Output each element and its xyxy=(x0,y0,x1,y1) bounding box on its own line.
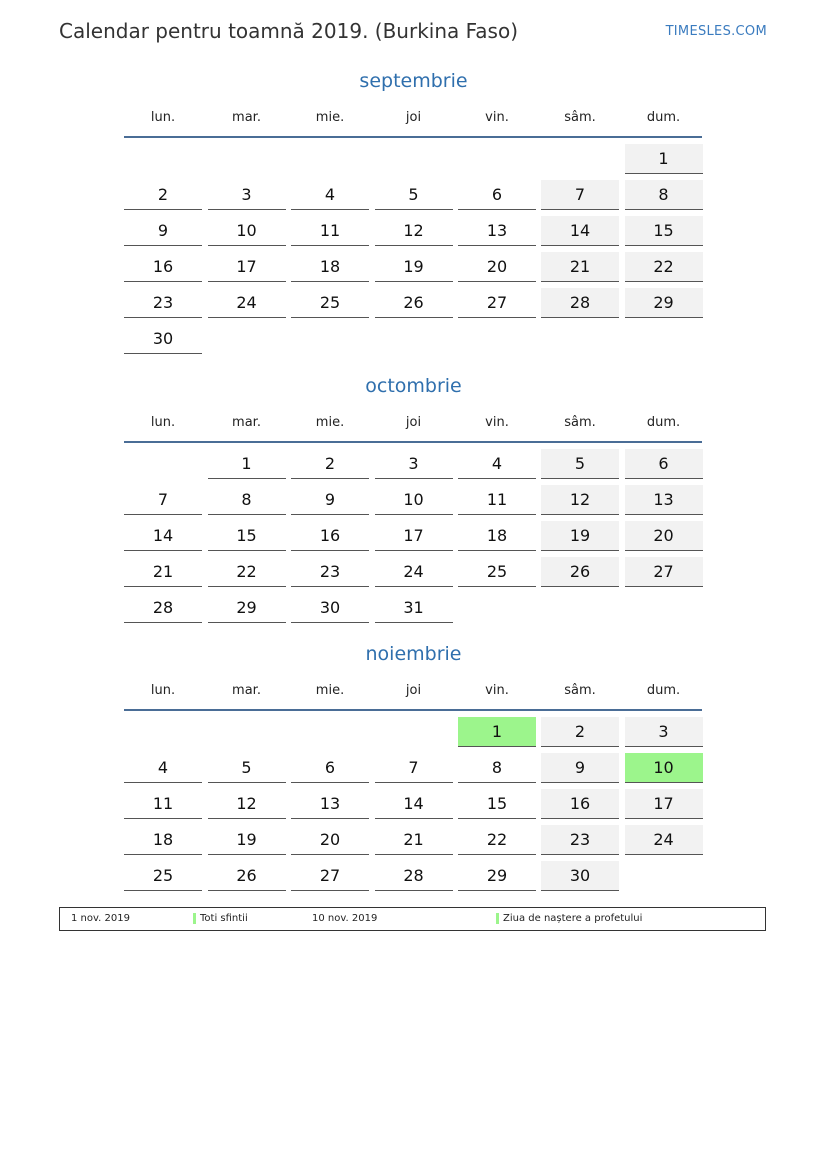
weekday-header: sâm. xyxy=(564,415,596,430)
day-cell: 22 xyxy=(208,557,286,587)
day-cell: 25 xyxy=(291,288,369,318)
weekday-header: dum. xyxy=(646,683,681,698)
day-cell: 6 xyxy=(625,449,703,479)
day-cell: 12 xyxy=(208,789,286,819)
day-cell: 2 xyxy=(291,449,369,479)
weekday-header: lun. xyxy=(150,683,176,698)
weekday-header: joi xyxy=(405,110,422,125)
weekday-header: joi xyxy=(405,415,422,430)
day-cell: 4 xyxy=(291,180,369,210)
day-cell: 18 xyxy=(291,252,369,282)
day-cell: 9 xyxy=(541,753,619,783)
day-cell: 27 xyxy=(458,288,536,318)
day-cell: 27 xyxy=(625,557,703,587)
day-cell: 24 xyxy=(625,825,703,855)
day-cell: 8 xyxy=(458,753,536,783)
day-cell: 29 xyxy=(208,593,286,623)
day-cell: 7 xyxy=(541,180,619,210)
day-cell: 13 xyxy=(291,789,369,819)
weekday-header: dum. xyxy=(646,110,681,125)
day-cell: 30 xyxy=(291,593,369,623)
day-cell: 2 xyxy=(124,180,202,210)
day-cell: 16 xyxy=(291,521,369,551)
day-cell: 15 xyxy=(208,521,286,551)
legend-label-2: Ziua de naștere a profetului xyxy=(503,913,643,924)
day-cell: 28 xyxy=(541,288,619,318)
day-cell: 8 xyxy=(625,180,703,210)
day-cell: 11 xyxy=(291,216,369,246)
day-cell: 25 xyxy=(124,861,202,891)
day-cell: 26 xyxy=(208,861,286,891)
month-title: octombrie xyxy=(365,375,462,397)
day-cell: 28 xyxy=(124,593,202,623)
month-title: noiembrie xyxy=(365,643,462,665)
day-cell: 1 xyxy=(458,717,536,747)
month-header-rule xyxy=(124,709,702,711)
day-cell: 10 xyxy=(208,216,286,246)
day-cell: 22 xyxy=(625,252,703,282)
day-cell: 17 xyxy=(375,521,453,551)
day-cell: 21 xyxy=(541,252,619,282)
day-cell: 12 xyxy=(541,485,619,515)
day-cell: 14 xyxy=(124,521,202,551)
day-cell: 24 xyxy=(375,557,453,587)
day-cell: 16 xyxy=(541,789,619,819)
day-cell: 15 xyxy=(625,216,703,246)
legend-color-mark-2 xyxy=(496,913,499,924)
day-cell: 13 xyxy=(458,216,536,246)
day-cell: 20 xyxy=(625,521,703,551)
weekday-header: mar. xyxy=(232,683,261,698)
day-cell: 19 xyxy=(208,825,286,855)
day-cell: 9 xyxy=(124,216,202,246)
day-cell: 20 xyxy=(458,252,536,282)
day-cell: 9 xyxy=(291,485,369,515)
weekday-header: lun. xyxy=(150,415,176,430)
day-cell: 31 xyxy=(375,593,453,623)
day-cell: 6 xyxy=(291,753,369,783)
day-cell: 16 xyxy=(124,252,202,282)
weekday-header: lun. xyxy=(150,110,176,125)
weekday-header: mie. xyxy=(315,110,345,125)
day-cell: 22 xyxy=(458,825,536,855)
day-cell: 4 xyxy=(124,753,202,783)
day-cell: 2 xyxy=(541,717,619,747)
day-cell: 6 xyxy=(458,180,536,210)
day-cell: 19 xyxy=(541,521,619,551)
legend-label-1: Toti sfintii xyxy=(200,913,248,924)
day-cell: 5 xyxy=(375,180,453,210)
day-cell: 29 xyxy=(458,861,536,891)
legend-color-mark-1 xyxy=(193,913,196,924)
day-cell: 17 xyxy=(625,789,703,819)
legend-date-2: 10 nov. 2019 xyxy=(312,913,378,924)
day-cell: 3 xyxy=(375,449,453,479)
day-cell: 25 xyxy=(458,557,536,587)
weekday-header: dum. xyxy=(646,415,681,430)
day-cell: 29 xyxy=(625,288,703,318)
day-cell: 1 xyxy=(208,449,286,479)
weekday-header: vin. xyxy=(485,415,509,430)
day-cell: 19 xyxy=(375,252,453,282)
day-cell: 7 xyxy=(124,485,202,515)
day-cell: 30 xyxy=(124,324,202,354)
day-cell: 28 xyxy=(375,861,453,891)
holiday-legend xyxy=(59,907,766,931)
month-header-rule xyxy=(124,441,702,443)
weekday-header: mie. xyxy=(315,683,345,698)
weekday-header: vin. xyxy=(485,683,509,698)
day-cell: 10 xyxy=(625,753,703,783)
weekday-header: joi xyxy=(405,683,422,698)
day-cell: 20 xyxy=(291,825,369,855)
day-cell: 30 xyxy=(541,861,619,891)
day-cell: 23 xyxy=(541,825,619,855)
month-header-rule xyxy=(124,136,702,138)
day-cell: 10 xyxy=(375,485,453,515)
weekday-header: sâm. xyxy=(564,683,596,698)
day-cell: 8 xyxy=(208,485,286,515)
day-cell: 5 xyxy=(208,753,286,783)
day-cell: 3 xyxy=(208,180,286,210)
day-cell: 5 xyxy=(541,449,619,479)
weekday-header: mar. xyxy=(232,110,261,125)
weekday-header: mie. xyxy=(315,415,345,430)
day-cell: 18 xyxy=(124,825,202,855)
day-cell: 23 xyxy=(291,557,369,587)
day-cell: 14 xyxy=(541,216,619,246)
day-cell: 18 xyxy=(458,521,536,551)
day-cell: 1 xyxy=(625,144,703,174)
day-cell: 21 xyxy=(124,557,202,587)
weekday-header: sâm. xyxy=(564,110,596,125)
day-cell: 12 xyxy=(375,216,453,246)
legend-date-1: 1 nov. 2019 xyxy=(71,913,130,924)
day-cell: 23 xyxy=(124,288,202,318)
site-link[interactable]: TIMESLES.COM xyxy=(665,24,767,39)
day-cell: 14 xyxy=(375,789,453,819)
day-cell: 26 xyxy=(375,288,453,318)
weekday-header: vin. xyxy=(485,110,509,125)
day-cell: 3 xyxy=(625,717,703,747)
day-cell: 27 xyxy=(291,861,369,891)
day-cell: 17 xyxy=(208,252,286,282)
day-cell: 26 xyxy=(541,557,619,587)
day-cell: 4 xyxy=(458,449,536,479)
month-title: septembrie xyxy=(359,70,468,92)
day-cell: 13 xyxy=(625,485,703,515)
day-cell: 11 xyxy=(124,789,202,819)
day-cell: 15 xyxy=(458,789,536,819)
day-cell: 11 xyxy=(458,485,536,515)
page-title: Calendar pentru toamnă 2019. (Burkina Faso) xyxy=(59,19,519,43)
day-cell: 7 xyxy=(375,753,453,783)
day-cell: 21 xyxy=(375,825,453,855)
weekday-header: mar. xyxy=(232,415,261,430)
day-cell: 24 xyxy=(208,288,286,318)
